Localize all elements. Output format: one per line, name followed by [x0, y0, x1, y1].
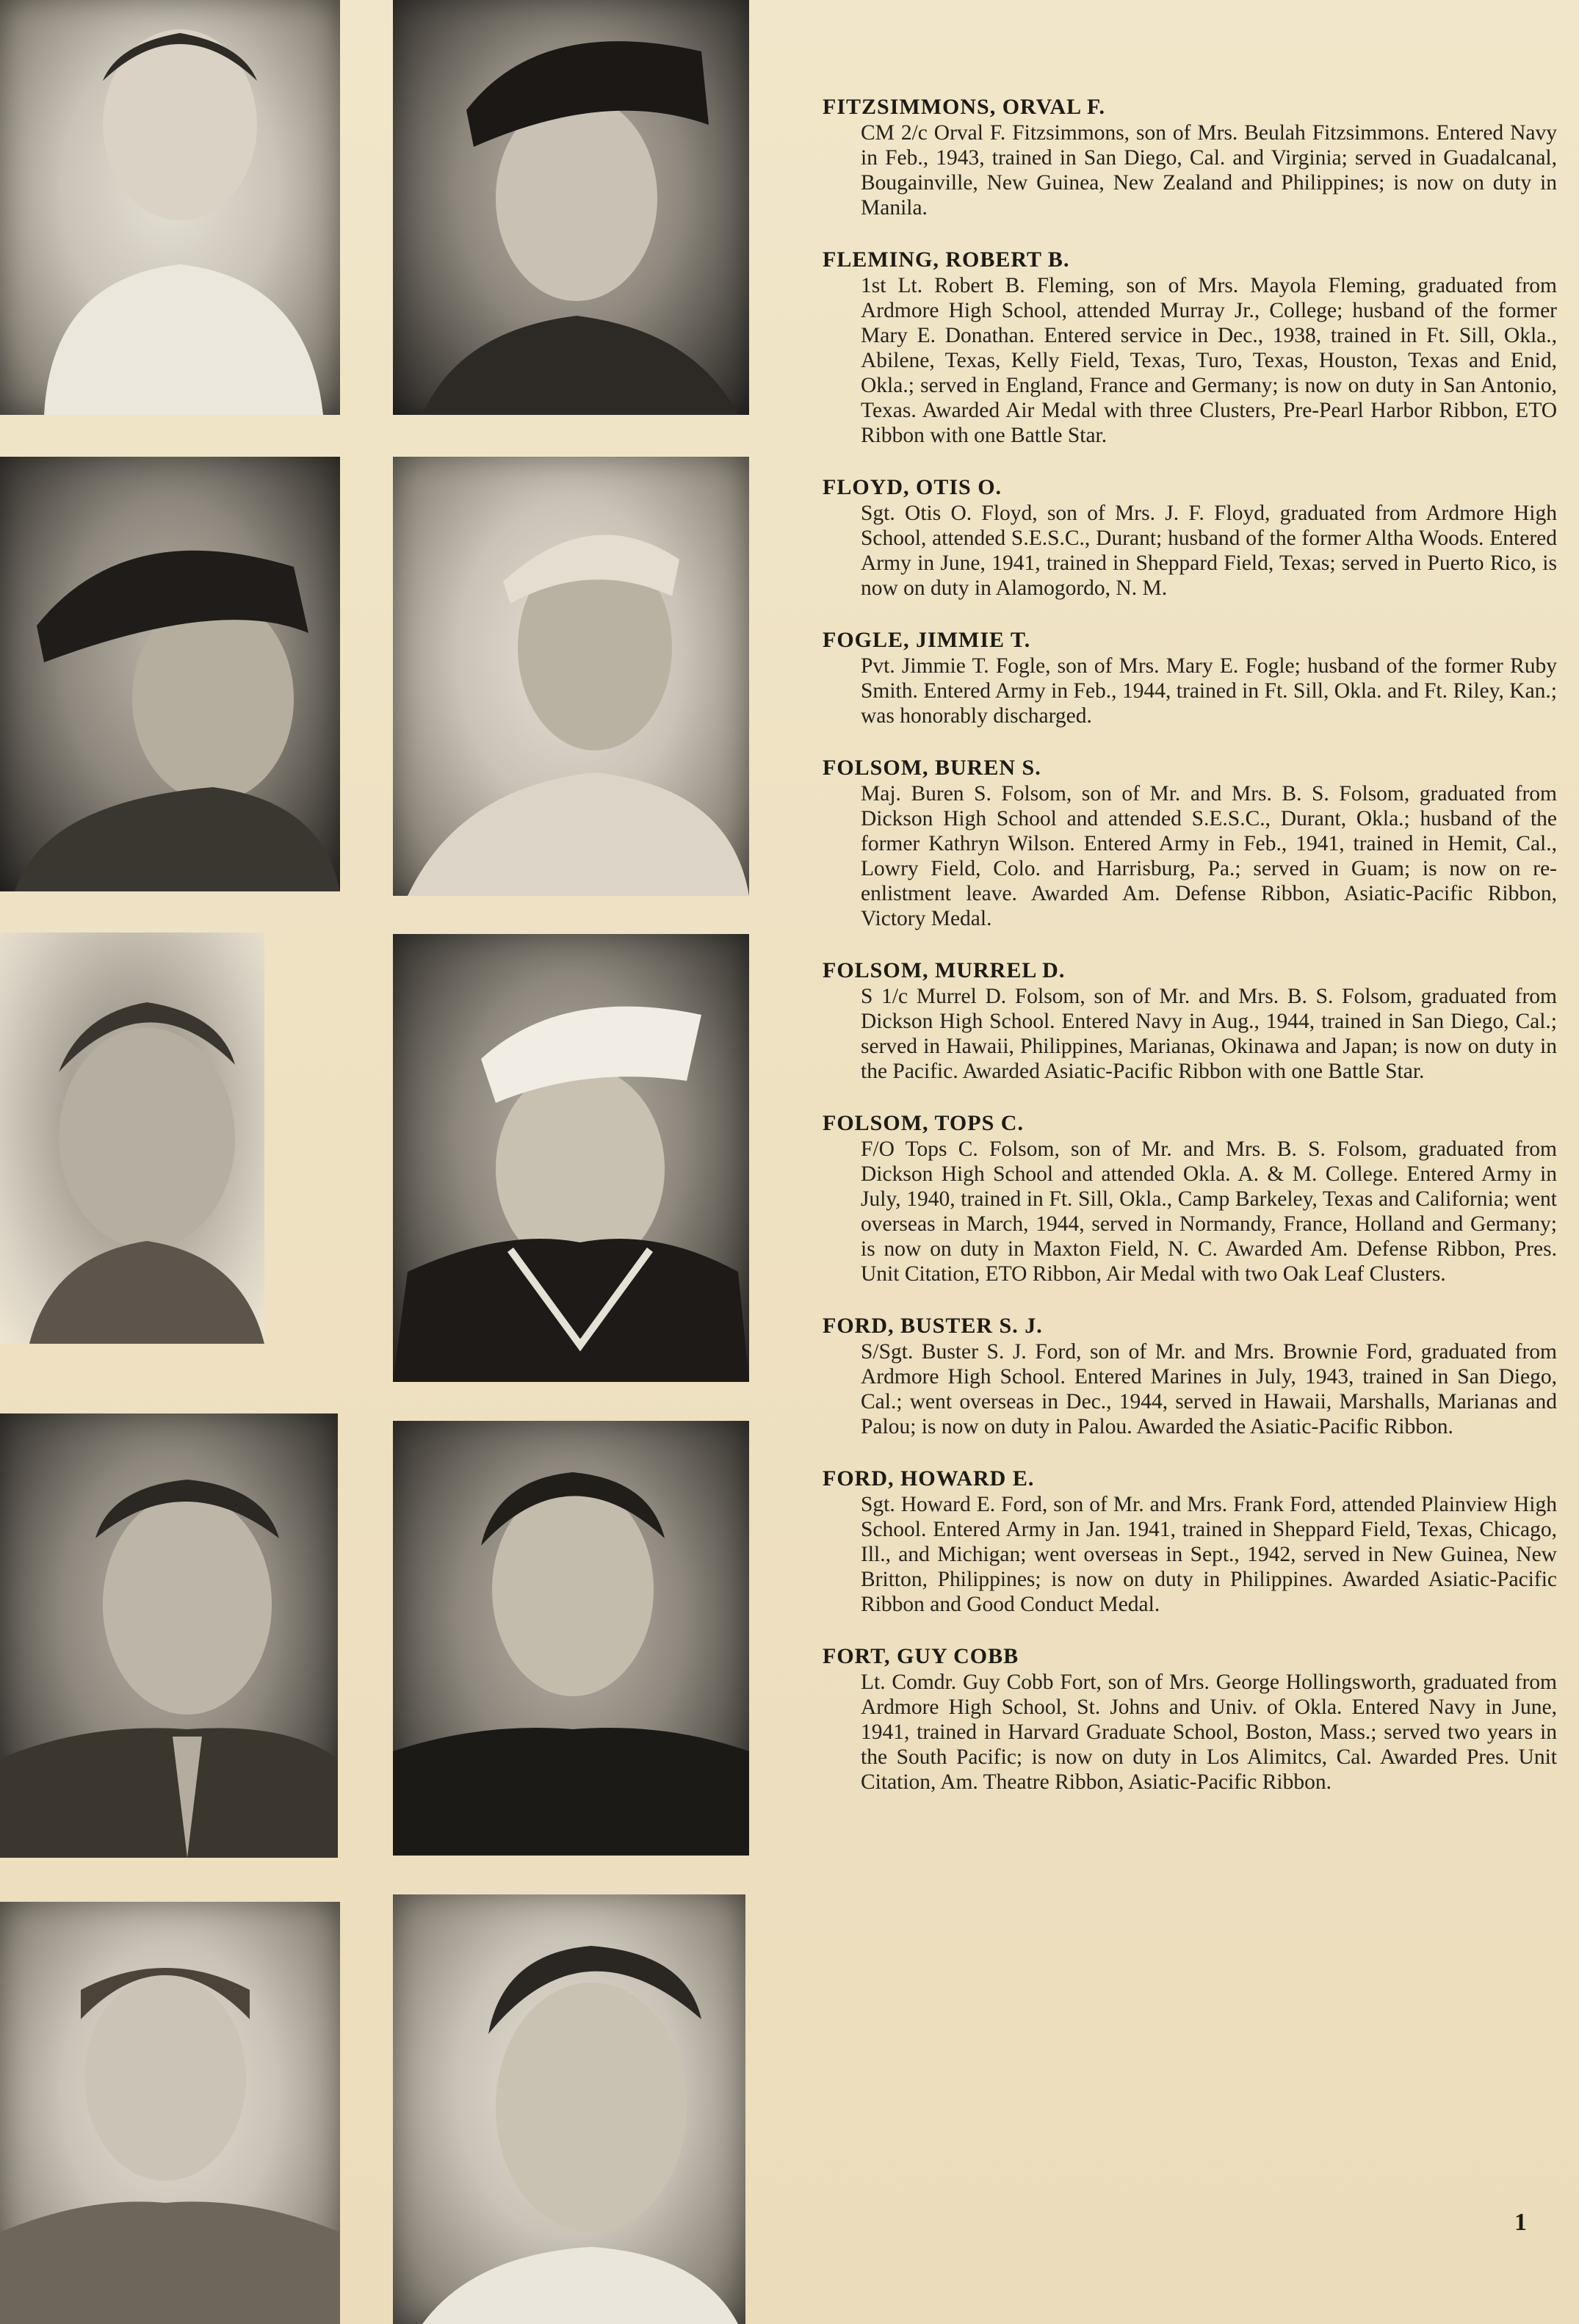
- portrait-10-naval-officer: [393, 1894, 745, 2324]
- entry-text: Pvt. Jimmie T. Fogle, son of Mrs. Mary E. Fogle; husband of the former Ruby Smith. Entered Army in Feb., 1944, trained in Ft. Sill, Okla. and Ft. Riley, Kan.; was honorably discharged.: [861, 654, 1557, 728]
- entry-floyd: [823, 474, 1557, 601]
- portrait-9-officer-cap-blurred: [0, 1902, 340, 2324]
- entry-folsom-murrel: [823, 958, 1557, 1084]
- entry-name: FOLSOM, TOPS C.: [823, 1111, 1024, 1135]
- entry-text: Sgt. Otis O. Floyd, son of Mrs. J. F. Floyd, graduated from Ardmore High School, attended S.E.S.C., Durant; husband of the former Altha Woods. Entered Army in June, 1941, trained in Sheppard Field, Texas; served in Puerto Rico, is now on duty in Alamogordo, N. M.: [861, 502, 1557, 600]
- entry-ford-howard: [823, 1466, 1557, 1617]
- portrait-4-garrison-cap: [393, 457, 749, 896]
- portrait-8-marine: [393, 1421, 749, 1856]
- entry-name: FITZSIMMONS, ORVAL F.: [823, 95, 1106, 119]
- entry-name: FLOYD, OTIS O.: [823, 475, 1002, 499]
- entry-text: Lt. Comdr. Guy Cobb Fort, son of Mrs. George Hollingsworth, graduated from Ardmore High School, St. Johns and Univ. of Okla. Entered Navy in June, 1941, trained in Harvard Graduate School, Boston, Mass.; served two years in the South Pacific; is now on duty in Los Alimitcs, Cal. Awarded Pres. Unit Citation, Am. Theatre Ribbon, Asiatic-Pacific Ribbon.: [861, 1670, 1557, 1794]
- entry-text: Maj. Buren S. Folsom, son of Mr. and Mrs. B. S. Folsom, graduated from Dickson High School and attended S.E.S.C., Durant, Okla.; husband of the former Kathryn Wilson. Entered Army in Feb., 1941, trained in Hemit, Cal., Lowry Field, Colo. and Harrisburg, Pa.; served in Guam; is now on re-enlistment leave. Awarded Am. Defense Ribbon, Asiatic-Pacific Ribbon, Victory Medal.: [861, 782, 1557, 930]
- entry-text: F/O Tops C. Folsom, son of Mr. and Mrs. B. S. Folsom, graduated from Dickson High School and attended Okla. A. & M. College. Entered Army in July, 1940, trained in Ft. Sill, Okla., Camp Barkeley, Texas and California; went overseas in March, 1944, served in Normandy, France, Holland and Germany; is now on duty in Maxton Field, N. C. Awarded Am. Defense Ribbon, Pres. Unit Citation, ETO Ribbon, Air Medal with two Oak Leaf Clusters.: [861, 1137, 1557, 1286]
- portrait-1-smiling-man: [0, 0, 340, 415]
- portrait-3-army-cap: [0, 457, 340, 891]
- entry-name: FORD, HOWARD E.: [823, 1466, 1035, 1491]
- entry-name: FOGLE, JIMMIE T.: [823, 628, 1031, 652]
- entry-name: FORT, GUY COBB: [823, 1644, 1019, 1668]
- portrait-6-sailor: [393, 934, 749, 1382]
- entry-text: CM 2/c Orval F. Fitzsimmons, son of Mrs. Beulah Fitzsimmons. Entered Navy in Feb., 1943, trained in San Diego, Cal. and Virginia; served in Guadalcanal, Bougainville, New Guinea, New Zealand and Philippines; is now on duty in Manila.: [861, 121, 1557, 220]
- portrait-2-officer-cap: [393, 0, 749, 415]
- entry-fleming: [823, 247, 1557, 448]
- entry-text: 1st Lt. Robert B. Fleming, son of Mrs. Mayola Fleming, graduated from Ardmore High School, attended Murray Jr., College; husband of the former Mary E. Donathan. Entered service in Dec., 1938, trained in Ft. Sill, Okla., Abilene, Texas, Kelly Field, Texas, Turo, Texas, Houston, Texas and Enid, Okla.; served in England, France and Germany; is now on duty in San Antonio, Texas. Awarded Air Medal with three Clusters, Pre-Pearl Harbor Ribbon, ETO Ribbon with one Battle Star.: [861, 274, 1557, 447]
- entry-fogle: [823, 627, 1557, 728]
- entry-fitzsimmons: [823, 94, 1557, 220]
- entry-name: FOLSOM, BUREN S.: [823, 756, 1041, 780]
- entry-folsom-tops: [823, 1110, 1557, 1286]
- entry-text: S 1/c Murrel D. Folsom, son of Mr. and Mrs. B. S. Folsom, graduated from Dickson High School. Entered Navy in Aug., 1944, trained in San Diego, Cal.; served in Hawaii, Philippines, Marianas, Okinawa and Japan; is now on duty in the Pacific. Awarded Asiatic-Pacific Ribbon with one Battle Star.: [861, 985, 1557, 1083]
- entry-fort: [823, 1643, 1557, 1795]
- entry-text: Sgt. Howard E. Ford, son of Mr. and Mrs. Frank Ford, attended Plainview High School. Entered Army in Jan. 1941, trained in Sheppard Field, Texas, Chicago, Ill., and Michigan; went overseas in Sept., 1942, served in New Guinea, New Britton, Philippines; is now on duty in Philippines. Awarded Asiatic-Pacific Ribbon and Good Conduct Medal.: [861, 1493, 1557, 1616]
- portrait-5-suit-vignette: [0, 933, 264, 1344]
- service-records: [823, 94, 1557, 1821]
- entry-text: S/Sgt. Buster S. J. Ford, son of Mr. and Mrs. Brownie Ford, graduated from Ardmore High School. Entered Marines in July, 1943, trained in San Diego, Cal.; went overseas in Dec., 1944, served in Hawaii, Marshalls, Marianas and Palou; is now on duty in Palou. Awarded the Asiatic-Pacific Ribbon.: [861, 1340, 1557, 1438]
- entry-folsom-buren: [823, 755, 1557, 931]
- portrait-7-aviator: [0, 1413, 338, 1858]
- page-number: 1: [1514, 2209, 1527, 2236]
- entry-name: FLEMING, ROBERT B.: [823, 247, 1070, 272]
- entry-name: FORD, BUSTER S. J.: [823, 1314, 1043, 1338]
- entry-ford-buster: [823, 1313, 1557, 1439]
- entry-name: FOLSOM, MURREL D.: [823, 958, 1066, 982]
